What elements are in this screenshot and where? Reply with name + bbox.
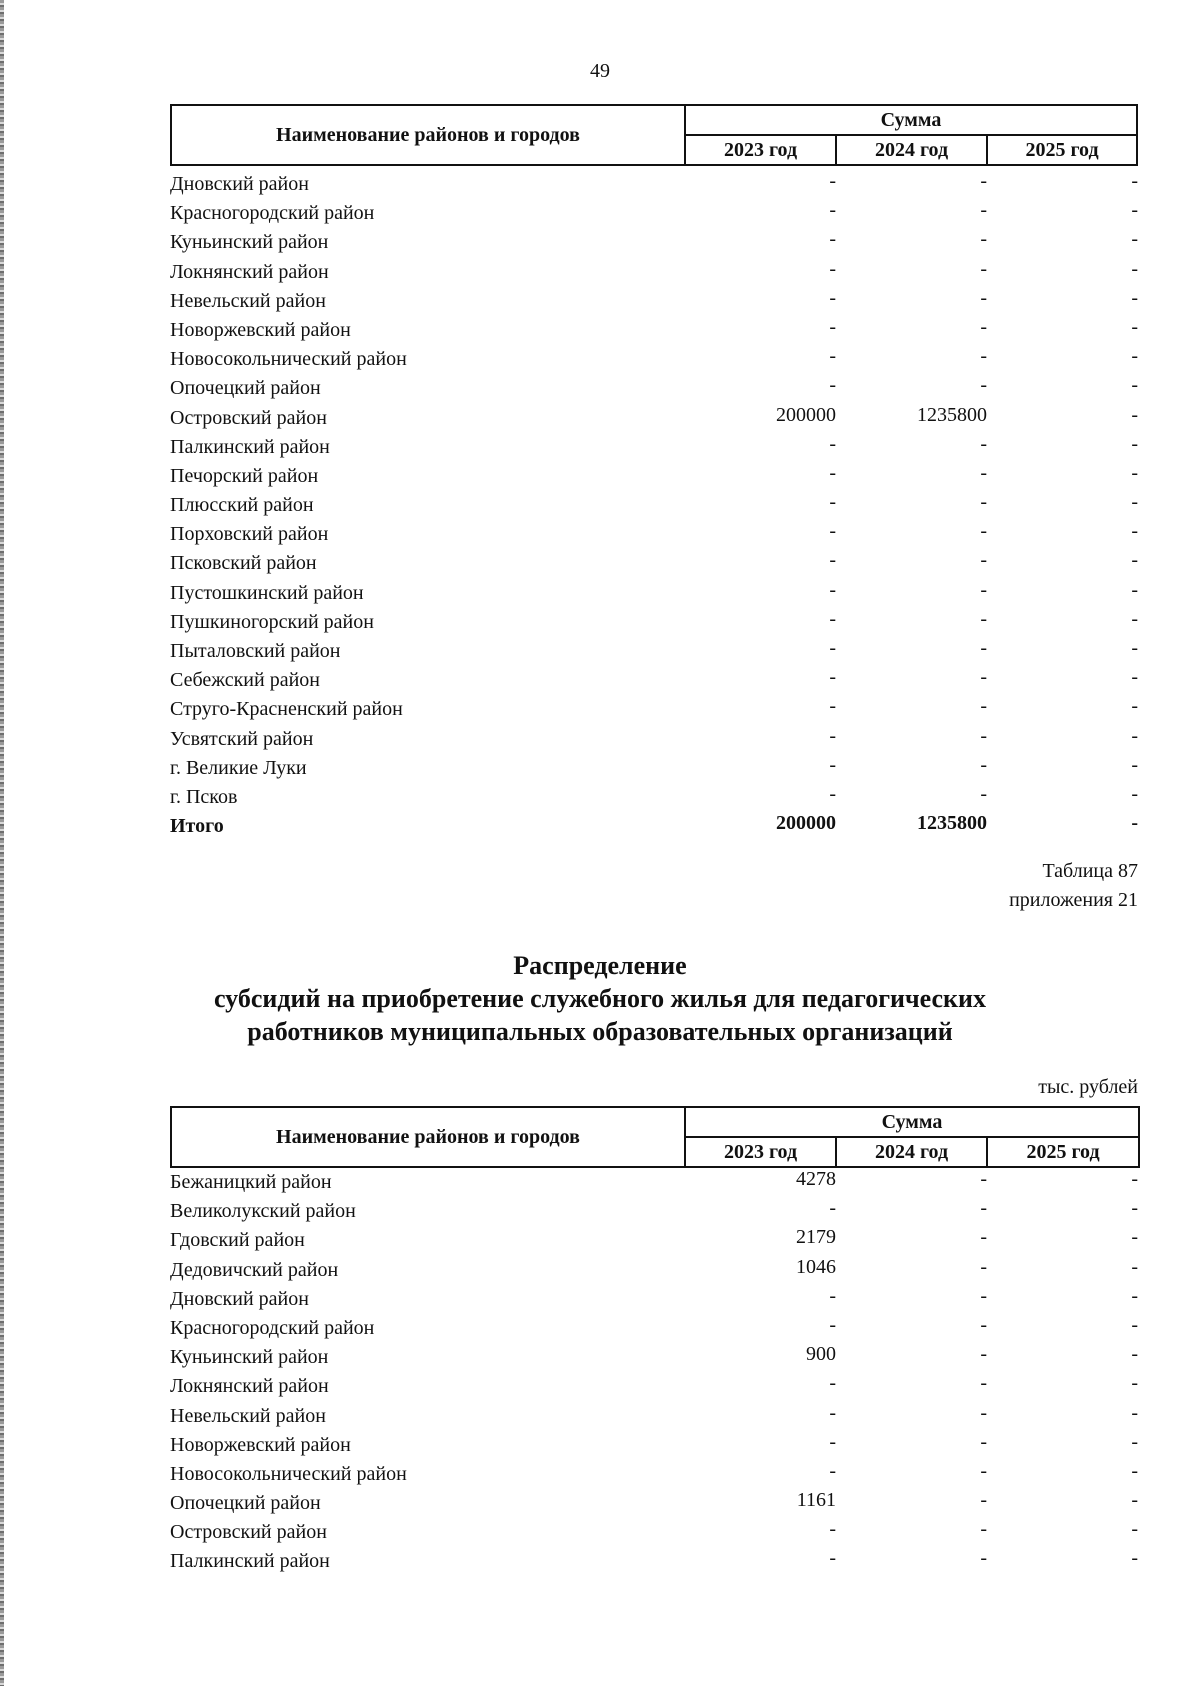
- value-2024: -: [980, 199, 987, 222]
- value-2025: -: [1131, 782, 1138, 805]
- value-2024: -: [980, 374, 987, 397]
- table-row: [170, 1431, 1138, 1460]
- table-row: [170, 287, 1138, 316]
- district-name: Красногородский район: [170, 202, 375, 225]
- value-2023: -: [829, 286, 836, 309]
- value-2023: -: [829, 1401, 836, 1424]
- district-name: Островский район: [170, 406, 327, 429]
- value-2023: -: [829, 1197, 836, 1220]
- value-2024: -: [980, 520, 987, 543]
- table-row: [170, 199, 1138, 228]
- district-name: Гдовский район: [170, 1229, 305, 1252]
- district-name: Куньинский район: [170, 231, 329, 254]
- district-name: Новоржевский район: [170, 318, 351, 341]
- district-name: Бежаницкий район: [170, 1171, 332, 1193]
- value-2024: -: [980, 315, 987, 338]
- value-2023: 200000: [776, 403, 836, 426]
- value-2025: -: [1131, 1197, 1138, 1220]
- table-row: [170, 1402, 1138, 1431]
- value-2025: -: [1131, 1226, 1138, 1249]
- value-2023: 1161: [796, 1489, 836, 1512]
- district-name: Итого: [170, 815, 224, 838]
- value-2024: -: [980, 257, 987, 280]
- value-2025: -: [1131, 1518, 1138, 1541]
- value-2025: -: [1131, 520, 1138, 543]
- value-2024: -: [980, 1255, 987, 1278]
- table1-header-2025: 2025 год: [1025, 138, 1099, 161]
- value-2025: -: [1131, 724, 1138, 747]
- value-2024: -: [980, 1168, 987, 1190]
- value-2024: 1235800: [917, 812, 987, 835]
- value-2023: -: [829, 1547, 836, 1570]
- value-2024: -: [980, 1372, 987, 1395]
- value-2024: -: [980, 607, 987, 630]
- value-2024: 1235800: [917, 403, 987, 426]
- district-name: Порховский район: [170, 523, 329, 546]
- value-2023: -: [829, 666, 836, 689]
- value-2024: -: [980, 666, 987, 689]
- value-2025: -: [1131, 199, 1138, 222]
- value-2024: -: [980, 345, 987, 368]
- value-2024: -: [980, 1313, 987, 1336]
- value-2025: -: [1131, 257, 1138, 280]
- value-2025: -: [1131, 1547, 1138, 1570]
- value-2023: 1046: [796, 1255, 836, 1278]
- value-2025: -: [1131, 1430, 1138, 1453]
- table1-header-2023: 2023 год: [686, 136, 837, 164]
- value-2024: -: [980, 578, 987, 601]
- value-2024: -: [980, 491, 987, 514]
- appendix-number: приложения 21: [1009, 889, 1138, 911]
- value-2024: -: [980, 1459, 987, 1482]
- value-2025: -: [1131, 403, 1138, 426]
- table-row: [170, 666, 1138, 695]
- table-row: [170, 345, 1138, 374]
- value-2025: -: [1131, 170, 1138, 192]
- value-2023: -: [829, 315, 836, 338]
- district-name: Куньинский район: [170, 1346, 329, 1369]
- table2-header-2024: 2024 год: [837, 1138, 988, 1166]
- title-line-1: Распределение: [513, 951, 687, 980]
- table-row: [170, 725, 1138, 754]
- table-number: Таблица 87: [1042, 860, 1138, 882]
- value-2023: -: [829, 578, 836, 601]
- value-2024: -: [980, 1197, 987, 1220]
- value-2025: -: [1131, 461, 1138, 484]
- district-name: Невельский район: [170, 289, 326, 312]
- value-2023: -: [829, 432, 836, 455]
- value-2025: -: [1131, 374, 1138, 397]
- value-2025: -: [1131, 1284, 1138, 1307]
- district-name: Дновский район: [170, 173, 309, 195]
- value-2025: -: [1131, 1489, 1138, 1512]
- value-2024: -: [980, 724, 987, 747]
- table-row: [170, 491, 1138, 520]
- value-2025: -: [1131, 228, 1138, 251]
- district-name: Локнянский район: [170, 1375, 329, 1398]
- district-name: Дедовичский район: [170, 1258, 339, 1281]
- table-row: [170, 228, 1138, 257]
- value-2023: -: [829, 549, 836, 572]
- district-name: Новосокольнический район: [170, 1462, 407, 1485]
- district-name: Великолукский район: [170, 1200, 356, 1223]
- table-row: [170, 1168, 1138, 1197]
- page-number: 49: [590, 60, 610, 82]
- value-2024: -: [980, 695, 987, 718]
- table1-header-sum: Сумма: [686, 106, 1136, 136]
- district-name: Новосокольнический район: [170, 348, 407, 371]
- district-name: Опочецкий район: [170, 1492, 321, 1515]
- district-name: Невельский район: [170, 1404, 326, 1427]
- district-name: г. Псков: [170, 785, 238, 808]
- district-name: Новоржевский район: [170, 1433, 351, 1456]
- table-row: [170, 1197, 1138, 1226]
- value-2023: -: [829, 1284, 836, 1307]
- value-2023: -: [829, 491, 836, 514]
- value-2025: -: [1131, 812, 1138, 835]
- value-2024: -: [980, 753, 987, 776]
- value-2025: -: [1131, 315, 1138, 338]
- value-2023: 200000: [776, 812, 836, 835]
- table-row: [170, 1285, 1138, 1314]
- value-2025: -: [1131, 1372, 1138, 1395]
- value-2023: -: [829, 1430, 836, 1453]
- table-row: [170, 549, 1138, 578]
- table-row: [170, 1372, 1138, 1401]
- table2-header-name: Наименование районов и городов: [172, 1108, 686, 1166]
- table-row: [170, 637, 1138, 666]
- value-2023: -: [829, 782, 836, 805]
- table-row: [170, 316, 1138, 345]
- value-2023: 4278: [796, 1168, 836, 1190]
- value-2024: -: [980, 228, 987, 251]
- value-2023: -: [829, 1372, 836, 1395]
- value-2023: -: [829, 1518, 836, 1541]
- district-name: Опочецкий район: [170, 377, 321, 400]
- table2-body: [170, 1168, 1138, 1577]
- table2-header-2025: 2025 год: [1026, 1140, 1100, 1163]
- value-2024: -: [980, 1489, 987, 1512]
- district-name: Струго-Красненский район: [170, 698, 403, 721]
- district-name: Усвятский район: [170, 727, 314, 750]
- value-2023: -: [829, 199, 836, 222]
- district-name: Палкинский район: [170, 435, 330, 458]
- value-2025: -: [1131, 1401, 1138, 1424]
- value-2025: -: [1131, 286, 1138, 309]
- value-2024: -: [980, 1518, 987, 1541]
- value-2023: 900: [806, 1343, 836, 1366]
- value-2024: -: [980, 1547, 987, 1570]
- scan-edge: [0, 0, 4, 1686]
- value-2025: -: [1131, 1255, 1138, 1278]
- table2-header: [170, 1106, 1140, 1168]
- value-2023: -: [829, 607, 836, 630]
- table-row: [170, 754, 1138, 783]
- units-label: тыс. рублей: [1038, 1076, 1138, 1098]
- table-row: [170, 462, 1138, 491]
- table-row: [170, 1343, 1138, 1372]
- district-name: Островский район: [170, 1521, 327, 1544]
- value-2024: -: [980, 782, 987, 805]
- value-2024: -: [980, 461, 987, 484]
- district-name: Локнянский район: [170, 260, 329, 283]
- table-row: [170, 1256, 1138, 1285]
- value-2025: -: [1131, 753, 1138, 776]
- value-2023: -: [829, 724, 836, 747]
- value-2024: -: [980, 1430, 987, 1453]
- value-2025: -: [1131, 1168, 1138, 1190]
- table-row: [170, 520, 1138, 549]
- table-row: [170, 695, 1138, 724]
- value-2023: -: [829, 695, 836, 718]
- value-2023: -: [829, 228, 836, 251]
- district-name: Дновский район: [170, 1287, 309, 1310]
- table-row: [170, 608, 1138, 637]
- table-row: [170, 1489, 1138, 1518]
- value-2025: -: [1131, 1343, 1138, 1366]
- value-2024: -: [980, 1401, 987, 1424]
- district-name: Красногородский район: [170, 1316, 375, 1339]
- district-name: Псковский район: [170, 552, 317, 575]
- value-2025: -: [1131, 637, 1138, 659]
- district-name: г. Великие Луки: [170, 756, 307, 779]
- value-2025: -: [1131, 491, 1138, 514]
- table-row: [170, 1518, 1138, 1547]
- table-row: [170, 374, 1138, 403]
- value-2025: -: [1131, 666, 1138, 689]
- table-row: [170, 1226, 1138, 1255]
- table-row: [170, 579, 1138, 608]
- table1-header: [170, 104, 1138, 166]
- value-2023: 2179: [796, 1226, 836, 1249]
- table-row: [170, 1460, 1138, 1489]
- value-2025: -: [1131, 432, 1138, 455]
- value-2023: -: [829, 520, 836, 543]
- table-row: [170, 433, 1138, 462]
- district-name: Пыталовский район: [170, 640, 341, 662]
- value-2023: -: [829, 257, 836, 280]
- table2-header-sum: Сумма: [686, 1108, 1138, 1138]
- district-name: Себежский район: [170, 669, 320, 692]
- value-2024: -: [980, 1226, 987, 1249]
- table-row: [170, 783, 1138, 812]
- total-row: [170, 812, 1138, 841]
- value-2023: -: [829, 753, 836, 776]
- value-2024: -: [980, 549, 987, 572]
- value-2023: -: [829, 170, 836, 192]
- value-2023: -: [829, 345, 836, 368]
- district-name: Плюсский район: [170, 494, 314, 517]
- table1-header-2024: 2024 год: [837, 136, 988, 164]
- value-2024: -: [980, 432, 987, 455]
- table-row: [170, 1547, 1138, 1576]
- value-2025: -: [1131, 549, 1138, 572]
- title-line-3: работников муниципальных образовательных организаций: [247, 1017, 953, 1046]
- district-name: Печорский район: [170, 464, 319, 487]
- table1-body: [170, 170, 1138, 841]
- title-line-2: субсидий на приобретение служебного жилья для педагогических: [213, 984, 986, 1013]
- value-2025: -: [1131, 345, 1138, 368]
- value-2023: -: [829, 374, 836, 397]
- district-name: Пушкиногорский район: [170, 610, 374, 633]
- value-2024: -: [980, 170, 987, 192]
- value-2024: -: [980, 1343, 987, 1366]
- value-2025: -: [1131, 695, 1138, 718]
- value-2025: -: [1131, 578, 1138, 601]
- value-2023: -: [829, 1459, 836, 1482]
- value-2024: -: [980, 637, 987, 659]
- district-name: Пустошкинский район: [170, 581, 364, 604]
- value-2025: -: [1131, 1313, 1138, 1336]
- table2-header-2023: 2023 год: [686, 1138, 837, 1166]
- table1-header-name: Наименование районов и городов: [172, 106, 686, 164]
- value-2024: -: [980, 286, 987, 309]
- value-2025: -: [1131, 607, 1138, 630]
- value-2023: -: [829, 637, 836, 659]
- table-row: [170, 1314, 1138, 1343]
- table-row: [170, 258, 1138, 287]
- table-row: [170, 170, 1138, 199]
- value-2023: -: [829, 1313, 836, 1336]
- value-2024: -: [980, 1284, 987, 1307]
- table-row: [170, 404, 1138, 433]
- value-2025: -: [1131, 1459, 1138, 1482]
- district-name: Палкинский район: [170, 1550, 330, 1573]
- value-2023: -: [829, 461, 836, 484]
